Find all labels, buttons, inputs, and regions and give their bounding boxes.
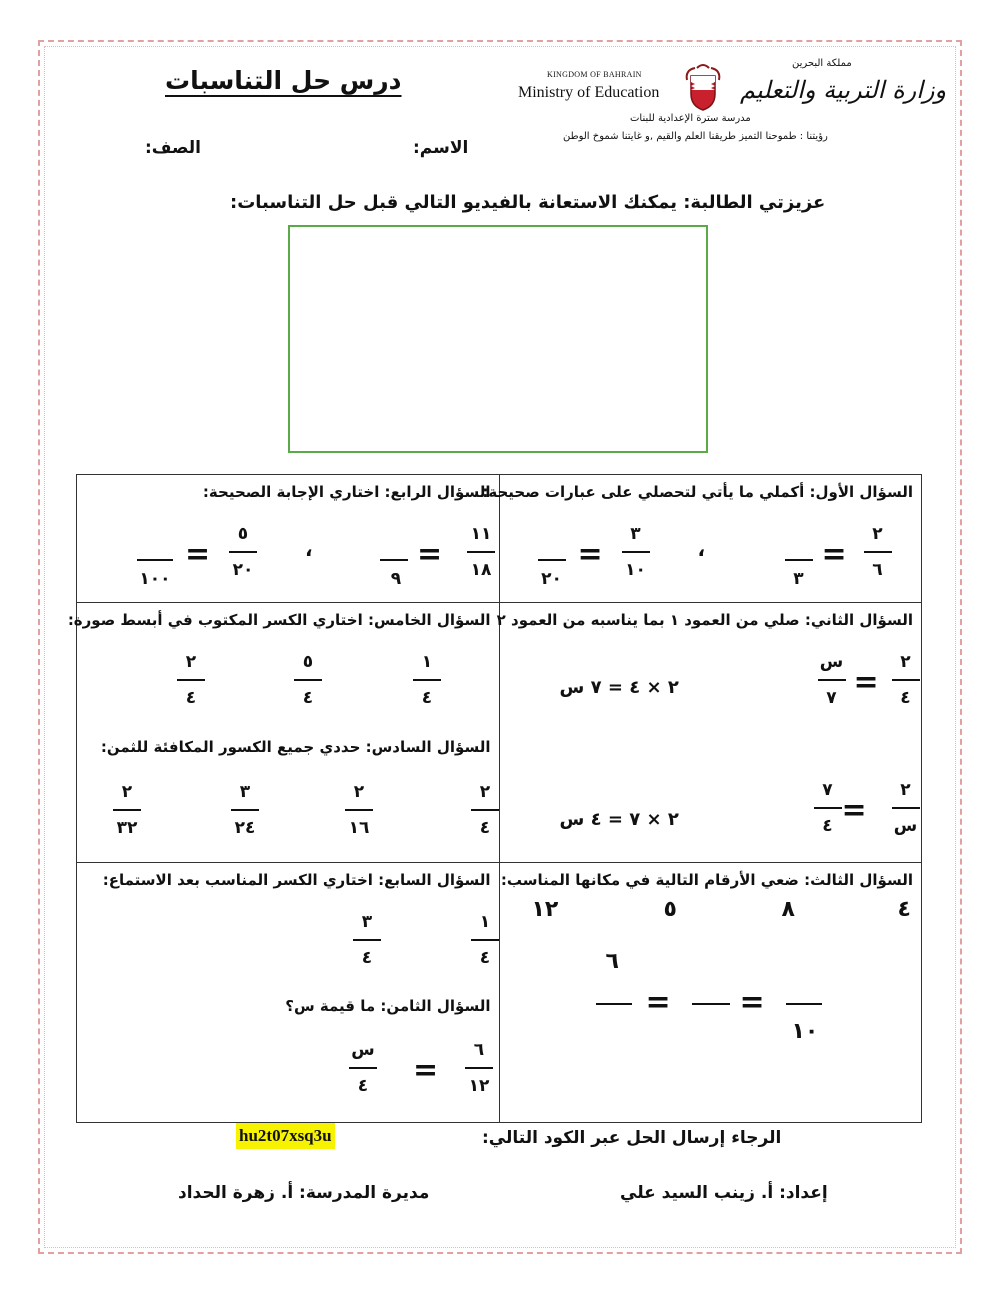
q4-fraction-c: ٥ ٢٠ xyxy=(223,523,263,581)
q3-blank-bar[interactable] xyxy=(596,1003,632,1005)
question-1-cell: السؤال الأول: أكملي ما يأتي لتحصلي على عبارات صحيحة: ٢ ٦ = ٣ ، ٣ ١٠ = ٢٠ xyxy=(499,475,922,603)
ministry-label: Ministry of Education xyxy=(518,84,660,101)
questions-table xyxy=(67,474,922,1123)
page-title: درس حل التناسبات xyxy=(165,66,402,95)
q4-fraction-b-den: ٩ xyxy=(390,569,402,589)
q3-top-number: ٦ xyxy=(605,949,619,974)
kingdom-label: KINGDOM OF BAHRAIN xyxy=(547,70,642,79)
submission-code[interactable]: hu2t07xsq3u xyxy=(236,1123,335,1149)
prepared-by: إعداد: أ. زينب السيد علي xyxy=(620,1183,828,1203)
q4-blank-b-bar[interactable] xyxy=(380,559,408,561)
question-7-title: السؤال السابع: اختاري الكسر المناسب بعد الاستماع: xyxy=(102,871,491,889)
question-4-cell: السؤال الرابع: اختاري الإجابة الصحيحة: ١١ ١٨ = ٩ ، ٥ ٢٠ = ١٠٠ xyxy=(77,475,500,603)
q8-fraction-b: س ٤ xyxy=(343,1039,383,1097)
ministry-ar-label: وزارة التربية والتعليم xyxy=(740,76,947,104)
name-label: الاسم: xyxy=(413,138,469,158)
video-prompt: عزيزتي الطالبة: يمكنك الاستعانة بالفيديو التالي قبل حل التناسبات: xyxy=(230,192,826,213)
q1-fraction-c: ٣ ١٠ xyxy=(616,523,656,581)
q7-fraction-option[interactable]: ١ ٤ xyxy=(465,911,505,969)
q4-fraction-d-den: ١٠٠ xyxy=(139,569,171,589)
school-name: مدرسة سترة الإعدادية للبنات xyxy=(630,113,751,124)
q1-blank-d-bar[interactable] xyxy=(538,559,566,561)
question-6-title: السؤال السادس: حددي جميع الكسور المكافئة للثمن: xyxy=(100,738,491,756)
q1-fraction-a: ٢ ٦ xyxy=(858,523,898,581)
question-5-title: السؤال الخامس: اختاري الكسر المكتوب في أبسط صورة: xyxy=(67,611,491,629)
q2-row1-fraction-b: س ٧ xyxy=(812,651,852,709)
question-4-title: السؤال الرابع: اختاري الإجابة الصحيحة: xyxy=(202,483,491,501)
q2-row2-fraction-b: ٧ ٤ xyxy=(808,779,848,837)
q3-bottom-number: ١٠ xyxy=(791,1019,819,1044)
q3-number-tile[interactable]: ٤ xyxy=(897,897,911,922)
question-8-title: السؤال الثامن: ما قيمة س؟ xyxy=(285,997,491,1015)
kingdom-ar-label: مملكة البحرين xyxy=(792,58,852,69)
q5-fraction-option[interactable]: ١ ٤ xyxy=(407,651,447,709)
q2-row2-fraction-a: ٢ س xyxy=(886,779,926,837)
bahrain-emblem-icon xyxy=(683,62,723,112)
q6-fraction-option[interactable]: ٢ ٣٢ xyxy=(107,781,147,839)
school-vision: رؤيتنا : طموحنا التميز طريقنا العلم والقيم ,و غايتنا شموخ الوطن xyxy=(563,131,828,142)
q8-fraction-a: ٦ ١٢ xyxy=(459,1039,499,1097)
question-1-title: السؤال الأول: أكملي ما يأتي لتحصلي على عبارات صحيحة: xyxy=(482,483,913,501)
question-7-8-cell: السؤال السابع: اختاري الكسر المناسب بعد الاستماع: ١ ٤ ٣ ٤ السؤال الثامن: ما قيمة س؟ ٦ ١٢ = س ٤ xyxy=(77,863,500,1123)
q3-number-tile[interactable]: ٨ xyxy=(781,897,795,922)
q2-row1-fraction-a: ٢ ٤ xyxy=(886,651,926,709)
class-label: الصف: xyxy=(145,138,202,158)
q3-number-tile[interactable]: ٥ xyxy=(663,897,677,922)
q5-fraction-option[interactable]: ٥ ٤ xyxy=(288,651,328,709)
question-3-title: السؤال الثالث: ضعي الأرقام التالية في مكانها المناسب: xyxy=(500,871,913,889)
q1-fraction-b-den: ٣ xyxy=(793,569,804,589)
q2-row1-match-option[interactable]: ٢ × ٤ = ٧ س xyxy=(559,677,679,698)
q6-fraction-option[interactable]: ٢ ١٦ xyxy=(339,781,379,839)
q6-fraction-option[interactable]: ٢ ٤ xyxy=(465,781,505,839)
q3-number-tile[interactable]: ١٢ xyxy=(531,897,559,922)
question-5-6-cell xyxy=(67,603,500,863)
q3-blank-bar[interactable] xyxy=(786,1003,822,1005)
q4-blank-d-bar[interactable] xyxy=(137,559,173,561)
question-2-title: السؤال الثاني: صلي من العمود ١ بما يناسبه من العمود ٢ xyxy=(496,611,913,629)
question-3-cell: السؤال الثالث: ضعي الأرقام التالية في مكانها المناسب: ٤ ٨ ٥ ١٢ ٦ = = ١٠ xyxy=(499,863,922,1123)
video-embed[interactable] xyxy=(288,225,708,453)
q5-fraction-option[interactable]: ٢ ٤ xyxy=(171,651,211,709)
send-label: الرجاء إرسال الحل عبر الكود التالي: xyxy=(482,1128,782,1148)
principal-name: مديرة المدرسة: أ. زهرة الحداد xyxy=(178,1183,430,1203)
q7-fraction-option[interactable]: ٣ ٤ xyxy=(347,911,387,969)
q1-blank-b-bar[interactable] xyxy=(785,559,813,561)
q2-row2-match-option[interactable]: ٢ × ٧ = ٤ س xyxy=(559,809,679,830)
q4-fraction-a: ١١ ١٨ xyxy=(461,523,501,581)
q1-fraction-d-den: ٢٠ xyxy=(541,569,562,589)
q3-blank-bar[interactable] xyxy=(692,1003,730,1005)
question-2-cell: السؤال الثاني: صلي من العمود ١ بما يناسبه من العمود ٢ ٢ ٤ = س ٧ ٢ × ٤ = ٧ س ٢ س = ٧ ٤ ٢ × ٧ = ٤ س xyxy=(499,603,922,863)
q6-fraction-option[interactable]: ٣ ٢٤ xyxy=(225,781,265,839)
